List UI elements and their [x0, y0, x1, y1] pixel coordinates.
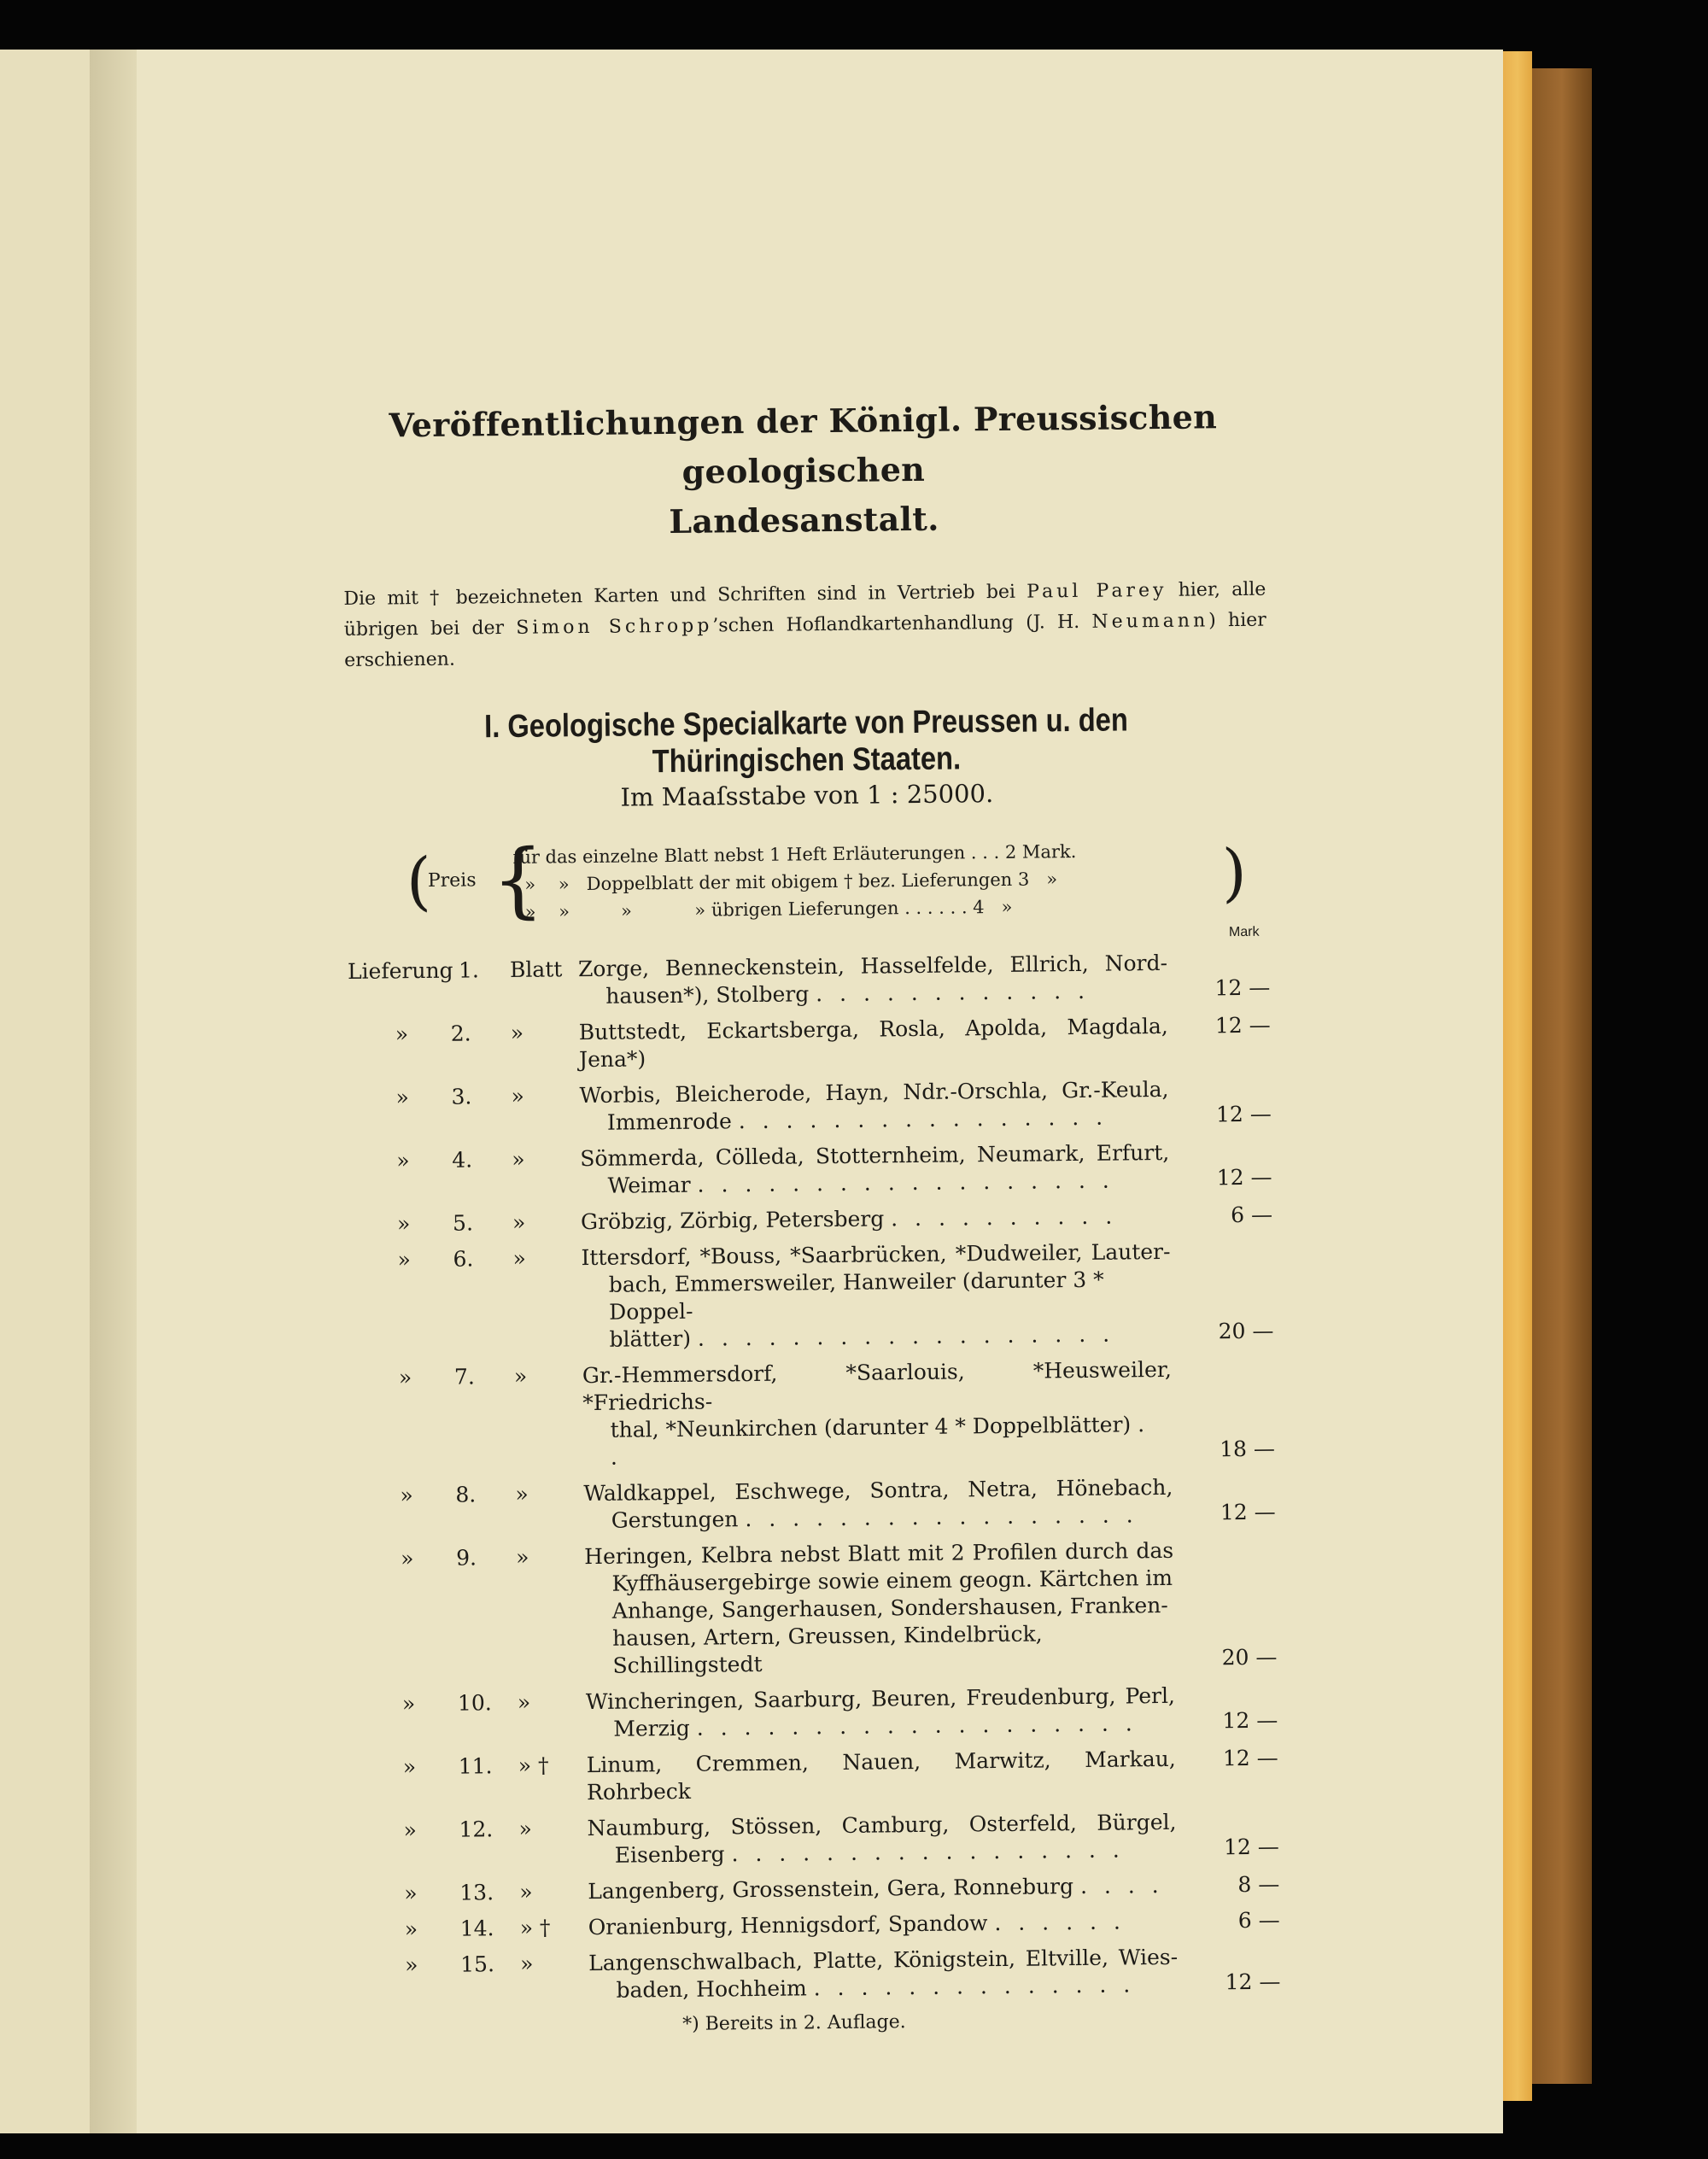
entry-first-line: Linum, Cremmen, Nauen, Marwitz, Markau, Rohrbeck — [586, 1746, 1176, 1805]
entry-number: 14. — [459, 1916, 494, 1941]
table-row — [353, 1473, 1276, 1537]
leader-dots: . . . . . . . . . . . . — [816, 978, 1091, 1007]
blatt-label: » — [513, 1363, 528, 1389]
entry-continuation-line — [585, 1619, 1175, 1680]
table-row — [357, 1871, 1279, 1908]
table-row — [350, 1237, 1273, 1356]
entry-continuation-line — [582, 1266, 1172, 1326]
table-row — [358, 1943, 1281, 2007]
continuation-text: Gerstungen — [611, 1507, 739, 1533]
title-line-1: Veröffentlichungen der Königl. Preussischen geologischen — [389, 397, 1218, 491]
entry-number: 11. — [458, 1753, 493, 1779]
entry-text — [579, 1013, 1169, 1074]
entry-price: 12 — — [1222, 1707, 1278, 1734]
footnote: *) Bereits in 2. Auflage. — [681, 2011, 906, 2035]
entry-text — [584, 1537, 1175, 1680]
intro-part-2: hier, alle übrigen bei der — [343, 578, 1266, 641]
table-row — [356, 1808, 1279, 1872]
leader-dots: . . . . . . . . . . . . . . . . . — [745, 1502, 1138, 1532]
entry-continuation-line — [580, 1103, 1169, 1137]
entry-continuation-line — [584, 1501, 1173, 1535]
entry-prefix — [348, 1020, 485, 1047]
continuation-text: Anhange, Sangerhausen, Sondershausen, Franken- — [611, 1592, 1168, 1624]
entries-list — [348, 949, 1281, 2007]
leader-dots: . . . . . . . . . . . . . . . . . . . — [696, 1711, 1138, 1741]
blatt-label: » † — [518, 1752, 549, 1778]
entry-text — [578, 950, 1168, 1010]
entry-text — [582, 1356, 1173, 1472]
scale-line: Im Maaſsstabe von 1 : 25000. — [620, 779, 994, 812]
entry-prefix — [358, 1951, 495, 1978]
mark-column-header: Mark — [1228, 924, 1260, 940]
lieferung-label: » — [401, 1691, 416, 1717]
entry-price: 18 — — [1219, 1436, 1276, 1462]
lieferung-label: » — [402, 1754, 417, 1780]
entry-continuation-line — [588, 1971, 1178, 2004]
lieferung-label: Lieferung — [347, 957, 453, 984]
lieferung-label: » — [405, 1952, 418, 1978]
entry-text — [579, 1076, 1169, 1137]
entry-continuation-line — [586, 1710, 1175, 1743]
entry-price: 12 — — [1220, 1499, 1276, 1525]
leader-dots: . . . . . . . . . . . . . . . . . . — [697, 1321, 1115, 1351]
intro-part-1: Die mit † bezeichneten Karten und Schriften sind in Vertrieb bei — [343, 581, 1016, 610]
entry-price: 20 — — [1221, 1644, 1278, 1670]
entry-number: 12. — [459, 1817, 494, 1842]
entry-prefix — [352, 1363, 488, 1390]
entry-prefix — [353, 1481, 489, 1508]
continuation-text: Eisenberg — [614, 1841, 725, 1868]
entry-number: 1. — [458, 957, 479, 983]
leader-dots: . . . . — [1079, 1873, 1164, 1899]
table-row — [348, 949, 1271, 1013]
entry-first-line: Gr.-Hemmersdorf, *Saarlouis, *Heusweiler, *Friedrichs- — [582, 1356, 1173, 1416]
intro-paragraph — [343, 575, 1266, 676]
publisher-neumann: Neumann — [1091, 610, 1209, 633]
table-row — [350, 1202, 1272, 1238]
entry-number: 4. — [452, 1147, 473, 1173]
entry-text — [588, 1872, 1177, 1905]
left-page — [0, 50, 90, 2133]
blatt-label: » — [518, 1816, 532, 1841]
entry-price: 12 — — [1222, 1745, 1278, 1771]
continuation-text: Kyffhäusergebirge sowie einem geogn. Kärtchen im — [611, 1565, 1173, 1596]
blatt-label: » — [512, 1209, 526, 1235]
entry-prefix — [349, 1146, 486, 1173]
entry-first-line: Zorge, Benneckenstein, Hasselfelde, Ellrich, Nord- — [577, 950, 1168, 982]
blatt-label: » — [517, 1689, 531, 1715]
entry-number: 13. — [459, 1880, 494, 1905]
blatt-label: Blatt — [509, 957, 563, 982]
lieferung-label: » — [396, 1148, 410, 1173]
close-paren: ) — [1221, 835, 1248, 910]
entry-first-line: Naumburg, Stössen, Camburg, Osterfeld, Bürgel, — [587, 1809, 1177, 1841]
entry-prefix — [347, 957, 484, 984]
continuation-text: thal, *Neunkirchen (darunter 4 * Doppelblätter) — [610, 1412, 1132, 1442]
continuation-text: Immenrode — [606, 1109, 732, 1135]
entry-price: 12 — — [1225, 1969, 1281, 1995]
table-row — [348, 1075, 1272, 1139]
blatt-label: » — [512, 1245, 526, 1271]
entry-first-line: Langenschwalbach, Platte, Königstein, Eltville, Wies- — [588, 1944, 1179, 1976]
entry-first-line: Langenberg, Grossenstein, Gera, Ronneburg — [588, 1874, 1074, 1904]
entry-price: 12 — — [1216, 1164, 1272, 1191]
entry-prefix — [355, 1689, 492, 1717]
entry-prefix — [357, 1879, 494, 1906]
entry-number: 9. — [456, 1545, 477, 1571]
page-edges — [1503, 51, 1532, 2101]
leader-dots: . . — [610, 1412, 1150, 1470]
page-title — [342, 392, 1266, 550]
entry-number: 7. — [453, 1364, 475, 1390]
entry-continuation-line — [580, 1167, 1169, 1200]
entry-price: 12 — — [1214, 1012, 1271, 1039]
entry-text — [586, 1682, 1176, 1743]
lieferung-label: » — [397, 1247, 411, 1273]
entry-prefix — [354, 1544, 490, 1571]
publisher-schropp: Simon Schropp — [516, 615, 713, 639]
entry-number: 15. — [460, 1951, 495, 1977]
continuation-text: baden, Hochheim — [616, 1975, 807, 2003]
price-lines — [512, 836, 1222, 926]
lieferung-label: » — [396, 1211, 411, 1237]
entry-price: 20 — — [1218, 1318, 1274, 1344]
entry-number: 10. — [457, 1690, 492, 1716]
entry-text — [587, 1809, 1177, 1869]
lieferung-label: » — [395, 1085, 409, 1110]
lieferung-label: » — [404, 1916, 418, 1942]
blatt-label: » — [510, 1020, 524, 1045]
entry-prefix — [358, 1915, 494, 1942]
entry-prefix — [350, 1209, 487, 1237]
entry-prefix — [356, 1816, 494, 1843]
leader-dots: . . . . . . . . . . . . . . . . . . — [697, 1167, 1114, 1197]
entry-first-line: Gröbzig, Zörbig, Petersberg — [580, 1206, 885, 1235]
leader-dots: . . . . . . . . . . . . . . . . . — [731, 1837, 1125, 1867]
entry-continuation-line — [582, 1411, 1173, 1472]
blatt-label: » † — [519, 1915, 551, 1940]
entry-first-line: Oranienburg, Hennigsdorf, Spandow — [588, 1910, 988, 1940]
entry-first-line: Ittersdorf, *Bouss, *Saarbrücken, *Dudweiler, Lauter- — [581, 1238, 1171, 1271]
blatt-label: » — [512, 1146, 525, 1172]
entry-text — [588, 1908, 1178, 1941]
section-heading: I. Geologische Specialkarte von Preussen u. den Thüringischen Staaten. — [483, 702, 1129, 781]
blatt-label: » — [511, 1083, 524, 1109]
lieferung-label: » — [395, 1021, 409, 1047]
lieferung-label: » — [404, 1881, 418, 1906]
table-row — [358, 1907, 1280, 1944]
entry-prefix — [348, 1083, 485, 1110]
entry-price: 12 — — [1214, 974, 1271, 1001]
open-paren: ( — [406, 844, 432, 919]
leader-dots: . . . . . . . . . . . . . . — [813, 1972, 1136, 2001]
entry-text — [581, 1238, 1171, 1354]
continuation-text: bach, Emmersweiler, Hanweiler (darunter 3 * Doppel- — [608, 1267, 1104, 1325]
entry-continuation-line — [582, 1320, 1171, 1354]
entry-continuation-line — [588, 1836, 1177, 1869]
continuation-text: Weimar — [607, 1172, 691, 1198]
price-block — [346, 831, 1269, 929]
book-cover-edge — [1532, 68, 1592, 2084]
leader-dots: . . . . . . . . . . . . . . . . — [738, 1104, 1108, 1134]
page-content — [342, 392, 1281, 2039]
continuation-text: hausen*), Stolberg — [605, 981, 810, 1009]
leader-dots: . . . . . . . . . . — [891, 1203, 1118, 1232]
lieferung-label: » — [398, 1365, 412, 1390]
entry-first-line: Sömmerda, Cölleda, Stotternheim, Neumark, Erfurt, — [580, 1139, 1170, 1172]
blatt-label: » — [515, 1481, 529, 1507]
entry-number: 3. — [451, 1084, 472, 1109]
entry-first-line: Wincheringen, Saarburg, Beuren, Freudenburg, Perl, — [585, 1682, 1176, 1715]
entry-continuation-line — [578, 977, 1167, 1010]
entry-text — [583, 1474, 1173, 1535]
table-row — [355, 1682, 1278, 1746]
lieferung-label: » — [401, 1546, 414, 1571]
entry-price: 12 — — [1223, 1834, 1279, 1860]
intro-part-3: ’schen Hoflandkartenhandlung (J. H. — [712, 611, 1092, 637]
table-row — [349, 1138, 1272, 1202]
price-label: Preis — [427, 869, 477, 892]
entry-text — [581, 1202, 1170, 1236]
entry-price: 6 — — [1237, 1907, 1280, 1934]
leader-dots: . . . . . . — [994, 1909, 1126, 1936]
lieferung-label: » — [403, 1817, 417, 1843]
entry-text — [580, 1139, 1170, 1200]
blatt-label: » — [519, 1879, 533, 1904]
continuation-text: hausen, Artern, Greussen, Kindelbrück, Schillingstedt — [612, 1621, 1043, 1678]
blatt-label: » — [516, 1544, 529, 1570]
entry-number: 6. — [453, 1246, 474, 1272]
entry-price: 8 — — [1237, 1871, 1280, 1898]
continuation-text: blätter) — [609, 1325, 692, 1352]
entry-first-line: Waldkappel, Eschwege, Sontra, Netra, Hönebach, — [583, 1474, 1173, 1507]
entry-number: 8. — [455, 1482, 477, 1507]
intro-part-4: ) hier erschienen. — [344, 609, 1266, 671]
entry-prefix — [356, 1752, 493, 1780]
entry-first-line: Worbis, Bleicherode, Hayn, Ndr.-Orschla, Gr.-Keula, — [579, 1076, 1169, 1109]
blatt-label: » — [520, 1951, 534, 1976]
entry-first-line: Buttstedt, Eckartsberga, Rosla, Apolda, Magdala, Jena*) — [578, 1013, 1168, 1073]
continuation-text: Merzig — [613, 1715, 690, 1741]
table-row — [352, 1355, 1275, 1474]
entry-text — [588, 1944, 1179, 2004]
table-row — [356, 1745, 1279, 1809]
book-gutter — [90, 50, 139, 2133]
lieferung-label: » — [400, 1483, 413, 1508]
brace-symbol: { — [491, 831, 545, 928]
table-row — [354, 1536, 1278, 1682]
price-line-2: » » Doppelblatt der mit obigem † bez. Lieferungen 3 » — [512, 869, 1058, 895]
entry-price: 12 — — [1215, 1101, 1272, 1127]
title-line-2: Landesanstalt. — [669, 499, 939, 541]
entry-first-line: Heringen, Kelbra nebst Blatt mit 2 Profilen durch das — [584, 1537, 1174, 1570]
entry-price: 6 — — [1231, 1202, 1273, 1228]
entry-text — [587, 1746, 1177, 1806]
publisher-parey: Paul Parey — [1027, 579, 1167, 603]
price-line-3: » » » » übrigen Lieferungen . . . . . . 4 » — [513, 896, 1013, 922]
table-row — [348, 1012, 1272, 1076]
entry-number: 2. — [450, 1021, 471, 1046]
entry-prefix — [350, 1245, 487, 1273]
entry-number: 5. — [452, 1210, 474, 1236]
price-line-1: für das einzelne Blatt nebst 1 Heft Erläuterungen . . . 2 Mark. — [512, 841, 1077, 868]
